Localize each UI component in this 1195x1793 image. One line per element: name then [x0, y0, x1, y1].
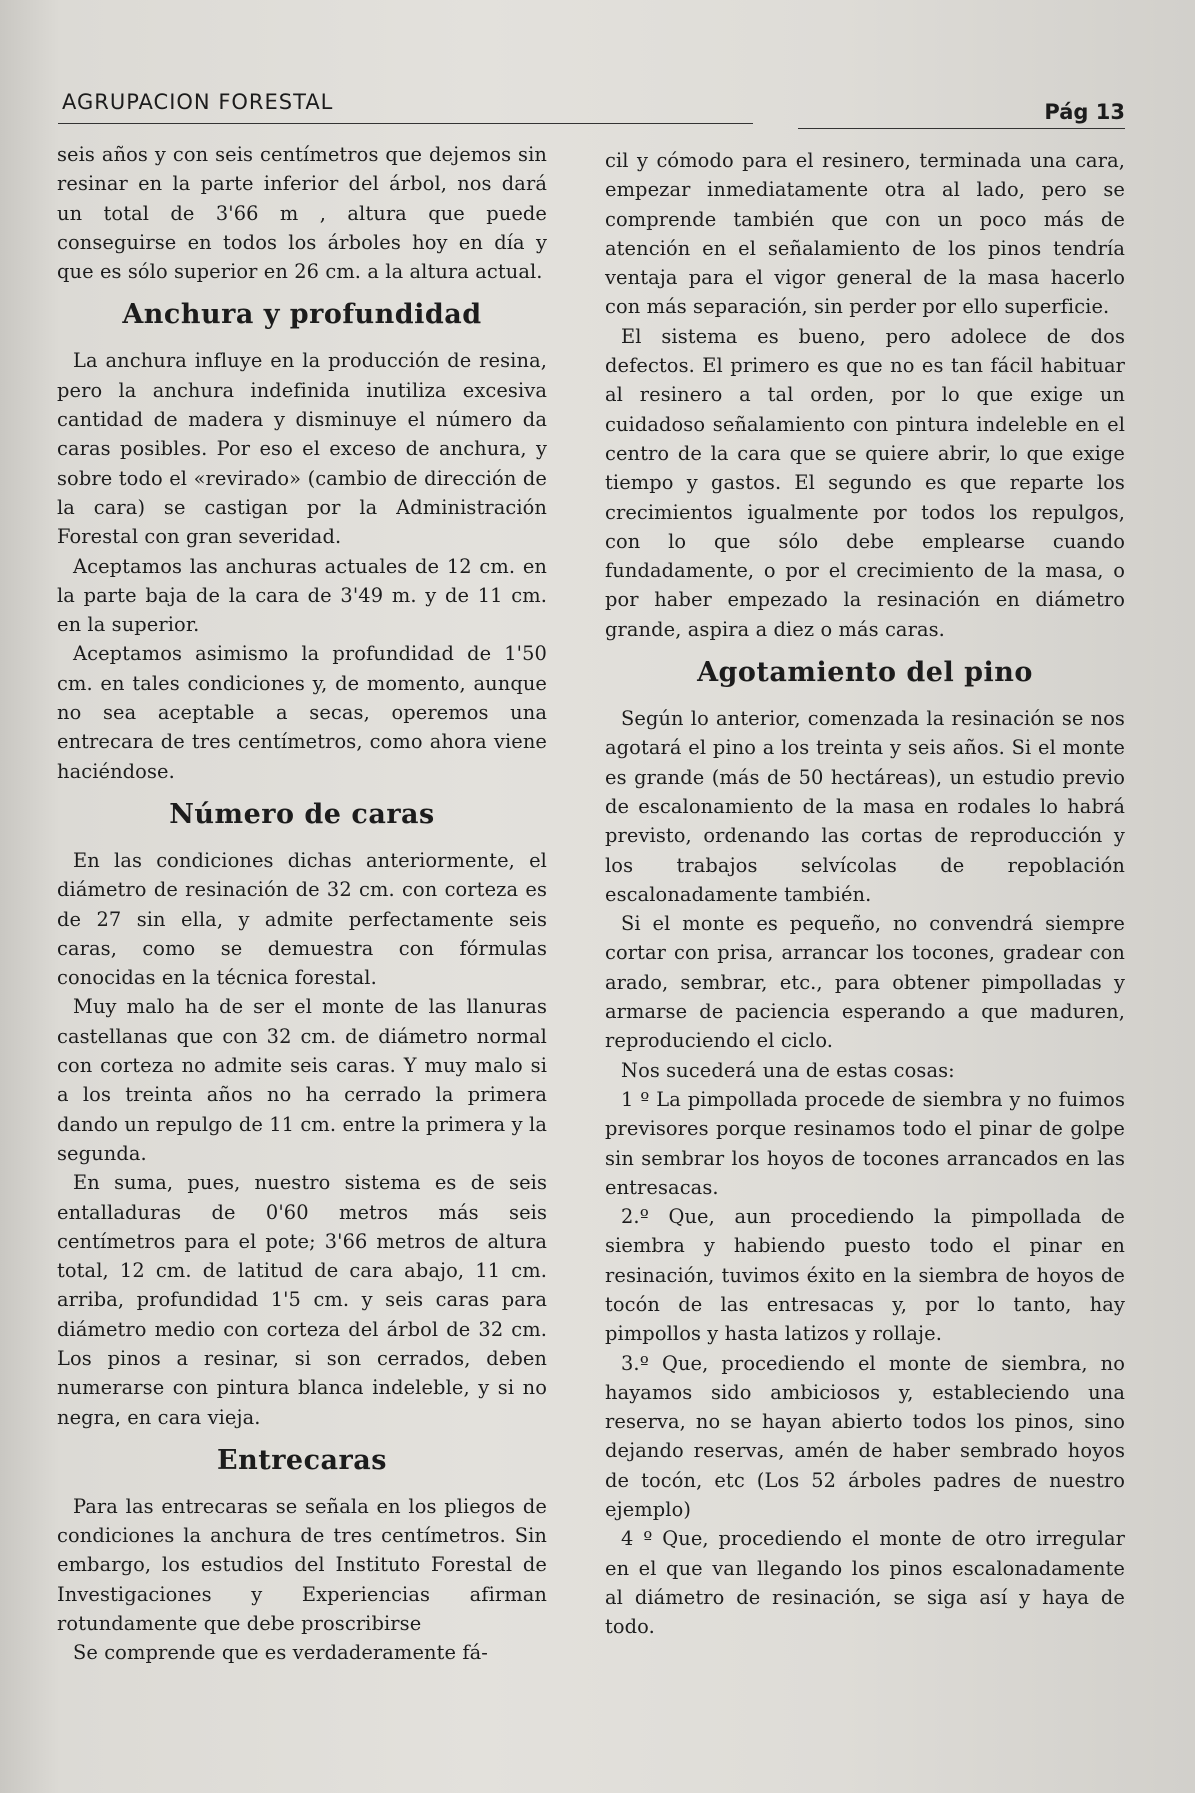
paragraph: El sistema es bueno, pero adolece de dos defectos. El primero es que no es tan fácil habituar al resinero a tal orden, por lo que exige un cuidadoso señalamiento con pintura indeleble en el centro de la cara que se quiere abrir, lo que exige tiempo y gastos. El segundo es que reparte los crecimientos igualmente por todos los repulgos, con lo que sólo debe emplearse cuando fundadamente, o por el crecimiento de la masa, o por haber empezado la resinación en diámetro grande, aspira a diez o más caras.: [605, 324, 1125, 641]
paragraph: 1 º La pimpollada procede de siembra y no fuimos previsores porque resinamos todo el pinar de golpe sin sembrar los hoyos de tocones arrancados en las entresacas.: [605, 1087, 1125, 1199]
paragraph: Si el monte es pequeño, no convendrá siempre cortar con prisa, arrancar los tocones, gradear con arado, sembrar, etc., para obtener pimpolladas y armarse de paciencia esperando a que maduren, reproduciendo el ciclo.: [605, 912, 1125, 1053]
paragraph: Para las entrecaras se señala en los pliegos de condiciones la anchura de tres centímetros. Sin embargo, los estudios del Instituto Forestal de Investigaciones y Experiencias afirman rotundamente que debe proscribirse: [57, 1494, 547, 1636]
paragraph: La anchura influye en la producción de resina, pero la anchura indefinida inutiliza excesiva cantidad de madera y disminuye el número da caras posibles. Por eso el exceso de anchura, y sobre todo el «revirado» (cambio de dirección de la cara) se castigan por la Administración Forestal con gran severidad.: [57, 349, 547, 549]
left-column: [57, 140, 547, 1668]
header-rule-left: [58, 123, 753, 124]
section-heading-numero-caras: Número de caras: [169, 798, 435, 830]
paragraph: Muy malo ha de ser el monte de las llanuras castellanas que con 32 cm. de diámetro normal con corteza no admite seis caras. Y muy malo si a los treinta años no ha cerrado la primera dando un repulgo de 11 cm. entre la primera y la segunda.: [57, 995, 547, 1165]
paragraph: 2.º Que, aun procediendo la pimpollada de siembra y habiendo puesto todo el pinar en resinación, tuvimos éxito en la siembra de hoyos de tocón de las entresacas y, por lo tanto, hay pimpollos y hasta latizos y rollaje.: [605, 1205, 1125, 1346]
page-header: [58, 78, 1125, 128]
section-heading-agotamiento: Agotamiento del pino: [697, 657, 1033, 689]
paragraph: En suma, pues, nuestro sistema es de seis entalladuras de 0'60 metros más seis centímetros para el pote; 3'66 metros de altura total, 12 cm. de latitud de cara abajo, 11 cm. arriba, profundidad 1'5 cm. y seis caras para diámetro medio con corteza del árbol de 32 cm. Los pinos a resinar, si son cerrados, deben numerarse con pintura blanca indeleble, y si no negra, en cara vieja.: [57, 1171, 547, 1429]
paragraph: Aceptamos asimismo la profundidad de 1'50 cm. en tales condiciones y, de momento, aunque no sea aceptable a secas, operemos una entrecara de tres centímetros, como ahora viene haciéndose.: [57, 642, 547, 783]
page-number: Pág 13: [1044, 100, 1125, 124]
section-heading-anchura: Anchura y profundidad: [122, 299, 482, 331]
paragraph: seis años y con seis centímetros que dejemos sin resinar en la parte inferior del árbol, nos dará un total de 3'66 m , altura que puede conseguirse en todos los árboles hoy en día y que es sólo superior en 26 cm. a la altura actual.: [57, 143, 547, 284]
right-column: [605, 146, 1125, 1642]
publication-title: AGRUPACION FORESTAL: [62, 90, 334, 114]
paragraph: En las condiciones dichas anteriormente, el diámetro de resinación de 32 cm. con corteza es de 27 sin ella, y admite perfectamente seis caras, como se demuestra con fórmulas conocidas en la técnica forestal.: [57, 848, 547, 990]
paragraph: cil y cómodo para el resinero, terminada una cara, empezar inmediatamente otra al lado, pero se comprende también que con un poco más de atención en el señalamiento de los pinos tendría ventaja para el vigor general de la masa hacerlo con más separación, sin perder por ello superficie.: [605, 149, 1125, 319]
paragraph: Nos sucederá una de estas cosas:: [621, 1058, 955, 1082]
header-rule-right: [798, 128, 1125, 129]
paragraph: Aceptamos las anchuras actuales de 12 cm. en la parte baja de la cara de 3'49 m. y de 11 cm. en la superior.: [57, 554, 547, 637]
paragraph: 3.º Que, procediendo el monte de siembra, no hayamos sido ambiciosos y, estableciendo una reserva, no se hayan abierto todos los pinos, sino dejando reservas, amén de haber sembrado hoyos de tocón, etc (Los 52 árboles padres de nuestro ejemplo): [605, 1351, 1125, 1522]
paragraph: Se comprende que es verdaderamente fá-: [73, 1641, 488, 1665]
paragraph: 4 º Que, procediendo el monte de otro irregular en el que van llegando los pinos escalonadamente al diámetro de resinación, se siga así y haya de todo.: [605, 1527, 1125, 1639]
section-heading-entrecaras: Entrecaras: [217, 1444, 387, 1476]
paragraph: Según lo anterior, comenzada la resinación se nos agotará el pino a los treinta y seis años. Si el monte es grande (más de 50 hectáreas), un estudio previo de escalonamiento de la masa en rodales lo habrá previsto, ordenando las cortas de reproducción y los trabajos selvícolas de repoblación escalonadamente también.: [605, 707, 1125, 906]
